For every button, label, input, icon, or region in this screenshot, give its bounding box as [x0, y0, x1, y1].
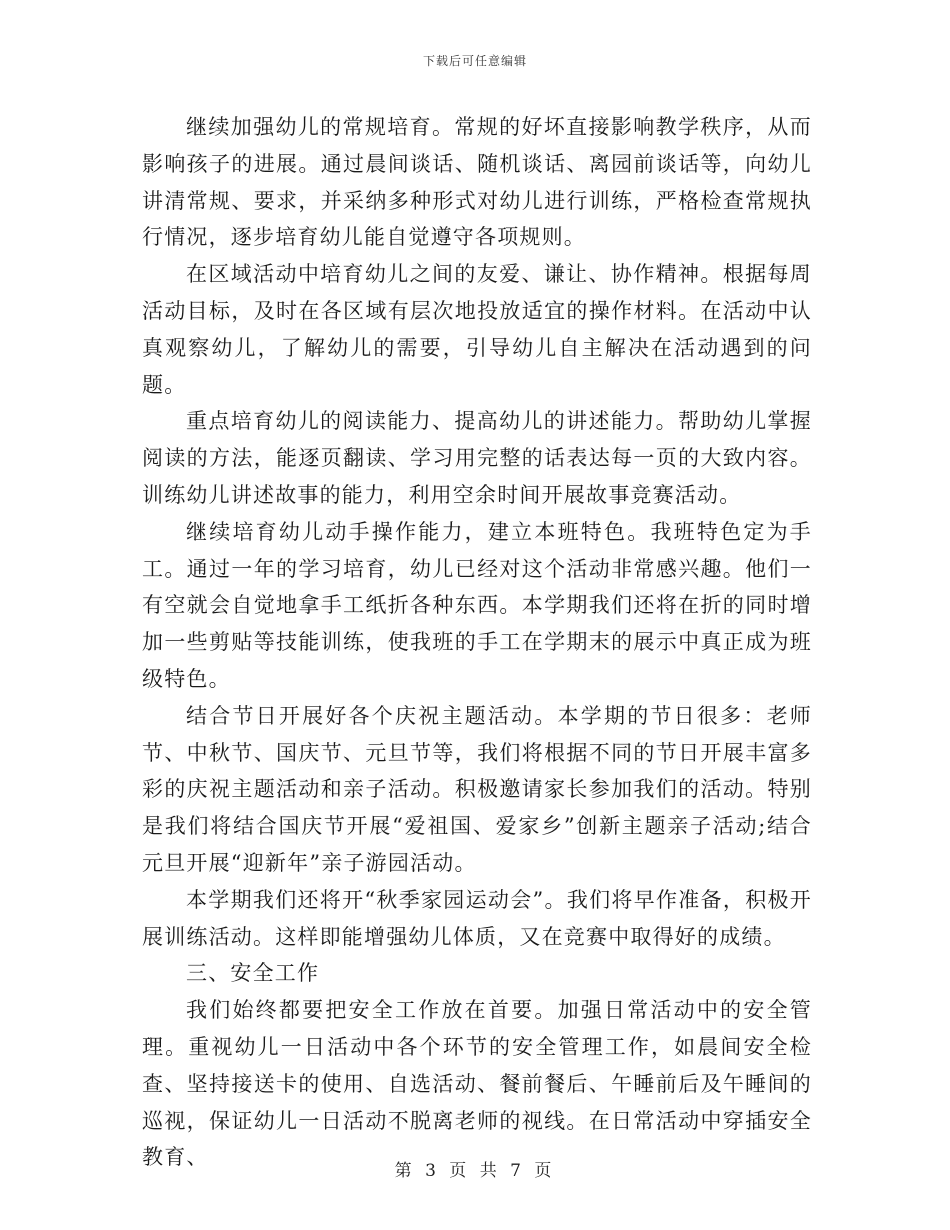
page-header: 下载后可任意编辑 [422, 54, 527, 68]
paragraph-routine-training: 继续加强幼儿的常规培育。常规的好坏直接影响教学秩序，从而影响孩子的进展。通过晨间谈话、随机谈话、离园前谈话等，向幼儿讲清常规、要求，并采纳多种形式对幼儿进行训练，严格检查常规执行情况，逐步培育幼儿能自觉遵守各项规则。 [142, 115, 812, 250]
paragraph-reading-ability: 重点培育幼儿的阅读能力、提高幼儿的讲述能力。帮助幼儿掌握阅读的方法，能逐页翻读、学习用完整的话表达每一页的大致内容。训练幼儿讲述故事的能力，利用空余时间开展故事竞赛活动。 [142, 409, 812, 507]
paragraph-sports-meet: 本学期我们还将开“秋季家园运动会”。我们将早作准备，积极开展训练活动。这样即能增强幼儿体质，又在竞赛中取得好的成绩。 [142, 887, 812, 949]
paragraph-safety-work: 我们始终都要把安全工作放在首要。加强日常活动中的安全管理。重视幼儿一日活动中各个环节的安全管理工作，如晨间安全检查、坚持接送卡的使用、自选活动、餐前餐后、午睡前后及午睡间的巡视，保证幼儿一日活动不脱离老师的视线。在日常活动中穿插安全教育、 [142, 998, 812, 1170]
paragraph-area-activities: 在区域活动中培育幼儿之间的友爱、谦让、协作精神。根据每周活动目标，及时在各区域有层次地投放适宜的操作材料。在活动中认真观察幼儿，了解幼儿的需要，引导幼儿自主解决在活动遇到的问题。 [142, 262, 812, 397]
document-body [142, 109, 812, 1176]
page-number: 第 3 页 共 7 页 [394, 1161, 556, 1181]
paragraph-handcraft: 继续培育幼儿动手操作能力，建立本班特色。我班特色定为手工。通过一年的学习培育，幼儿已经对这个活动非常感兴趣。他们一有空就会自觉地拿手工纸折各种东西。本学期我们还将在折的同时增加一些剪贴等技能训练，使我班的手工在学期末的展示中真正成为班级特色。 [142, 519, 812, 691]
section-heading-safety: 三、安全工作 [186, 961, 320, 986]
paragraph-festival-activities: 结合节日开展好各个庆祝主题活动。本学期的节日很多：老师节、中秋节、国庆节、元旦节等，我们将根据不同的节日开展丰富多彩的庆祝主题活动和亲子活动。积极邀请家长参加我们的活动。特别是我们将结合国庆节开展“爱祖国、爱家乡”创新主题亲子活动;结合元旦开展“迎新年”亲子游园活动。 [142, 703, 812, 875]
